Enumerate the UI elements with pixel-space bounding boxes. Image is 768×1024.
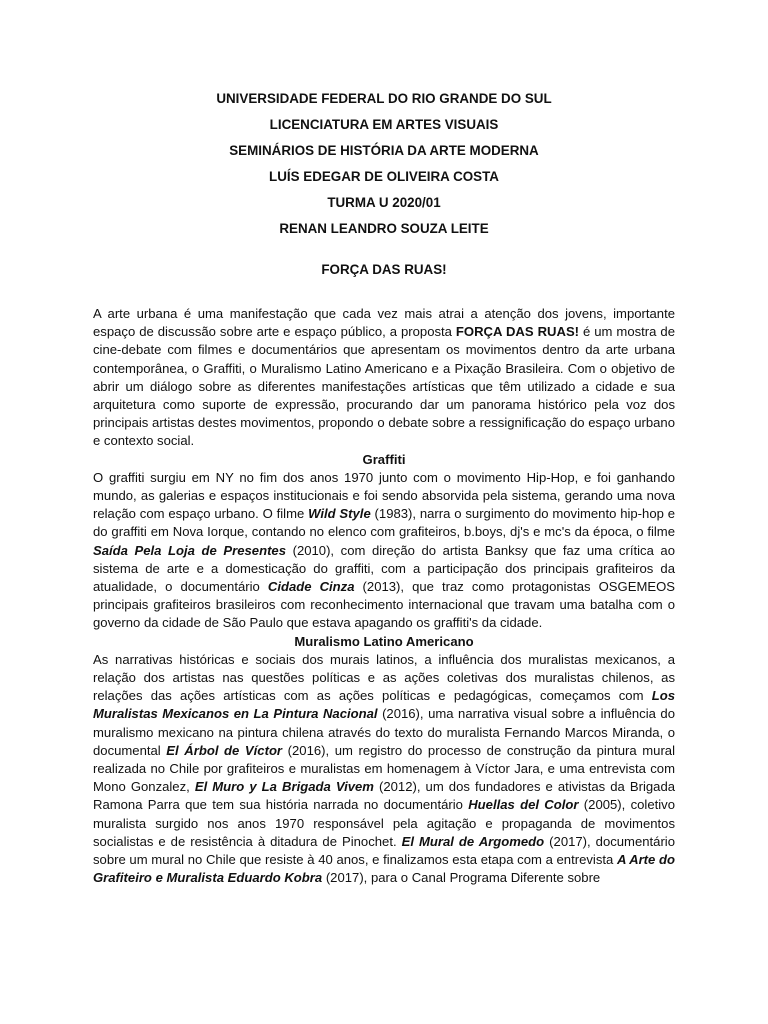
text-run: O graffiti surgiu em NY no fim dos anos 1970 junto com o movimento Hip-Hop, e foi ganhando mundo, as galerias e espaços institucionais e foi sendo absorvida pela sistema, gerando uma nova relação com espaço urbano. O filme <box>93 469 675 522</box>
text-run: (2017), para o Canal Programa Diferente sobre <box>322 870 601 886</box>
document-header <box>0 86 768 242</box>
proposal-name: FORÇA DAS RUAS! <box>455 324 580 340</box>
film-title: Wild Style <box>308 506 371 522</box>
film-title: El Muro y La Brigada Vivem <box>194 779 374 795</box>
author-name: RENAN LEANDRO SOUZA LEITE <box>279 221 489 236</box>
film-title: El Mural de Argomedo <box>401 833 545 849</box>
text-run: é um mostra de cine-debate com filmes e documentários que apresentam os movimentos dentro da arte urbana contemporânea, o Graffiti, o Muralismo Latino Americano e a Pixação Brasileira. Com o objetivo de abrir um diálogo sobre as diferentes manifestações artísticas que têm utilizado a cidade e sua arquitetura como suporte de expressão, procurando dar um panorama histórico pela voz dos principais artistas destes movimentos, propondo o debate sobre a ressignificação do espaço urbano e contexto social. <box>93 324 675 449</box>
class-code: TURMA U 2020/01 <box>327 195 441 210</box>
text-run: (2016), uma narrativa visual sobre a influência do muralismo mexicano na pintura chilena através do texto do muralista Fernando Marcos Miranda, o documental <box>93 706 675 758</box>
text-run: As narrativas históricas e sociais dos murais latinos, a influência dos muralistas mexicanos, a relação dos artistas nas questões políticas e as ações coletivas dos muralistas chilenos, as relações das ações artísticas com as ações políticas e pedagógicas, começamos com <box>93 651 675 704</box>
film-title: Los Muralistas Mexicanos en La Pintura Nacional <box>93 688 675 722</box>
section-heading-graffiti: Graffiti <box>362 451 406 467</box>
muralismo-paragraph <box>93 651 675 888</box>
text-run: (2016), um registro do processo de construção da pintura mural realizada no Chile por grafiteiros e muralistas em homenagem à Víctor Jara, e uma entrevista com Mono Gonzalez, <box>93 742 675 795</box>
section-heading-muralismo: Muralismo Latino Americano <box>294 633 474 649</box>
graffiti-paragraph <box>93 469 675 633</box>
film-title: Saída Pela Loja de Presentes <box>93 542 286 558</box>
text-run: (1983), narra o surgimento do movimento hip-hop e do graffiti em Nova Iorque, contando no elenco com grafiteiros, b.boys, dj's e mc's da época, o filme <box>93 506 675 540</box>
text-run: (2013), que traz como protagonistas OSGEMEOS principais grafiteiros brasileiros com reconhecimento internacional que travam uma batalha com o governo da cidade de São Paulo que estava apagando os graffiti's da cidade. <box>93 579 676 631</box>
film-title: El Árbol de Víctor <box>166 742 283 758</box>
film-title: Huellas del Color <box>468 797 579 813</box>
document-body <box>93 305 675 888</box>
document-title: FORÇA DAS RUAS! <box>321 262 447 277</box>
text-run: (2005), coletivo muralista surgido nos anos 1970 responsável pela agitação e propaganda de movimentos socialistas e de resistência à ditadura de Pinochet. <box>93 797 675 849</box>
course-name: LICENCIATURA EM ARTES VISUAIS <box>269 117 499 132</box>
film-title: Cidade Cinza <box>267 579 355 595</box>
university-name: UNIVERSIDADE FEDERAL DO RIO GRANDE DO SUL <box>216 91 552 106</box>
text-run: (2010), com direção do artista Banksy que faz uma crítica ao sistema de arte e a domesticação do graffiti, com a participação dos principais grafiteiros da atualidade, o documentário <box>93 542 675 595</box>
text-run: (2017), documentário sobre um mural no Chile que resiste à 40 anos, e finalizamos esta etapa com a entrevista <box>93 833 675 868</box>
film-title: A Arte do Grafiteiro e Muralista Eduardo Kobra <box>93 852 675 886</box>
seminar-name: SEMINÁRIOS DE HISTÓRIA DA ARTE MODERNA <box>229 143 539 158</box>
professor-name: LUÍS EDEGAR DE OLIVEIRA COSTA <box>269 169 499 184</box>
text-run: (2012), um dos fundadores e ativistas da Brigada Ramona Parra que tem sua história narrada no documentário <box>93 779 676 813</box>
text-run: A arte urbana é uma manifestação que cada vez mais atrai a atenção dos jovens, importante espaço de discussão sobre arte e espaço público, a proposta <box>93 306 675 340</box>
intro-paragraph <box>93 305 675 451</box>
